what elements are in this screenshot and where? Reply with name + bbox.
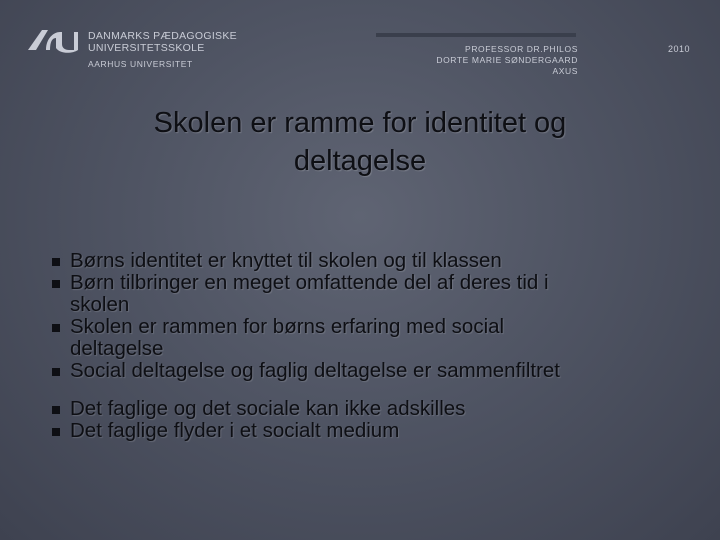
bullet-item: [52, 398, 692, 420]
bullet-text: Social deltagelse og faglig deltagelse er sammenfiltret: [70, 359, 560, 382]
bullet-item: [52, 360, 692, 382]
bullet-square-icon: [52, 324, 60, 332]
bullet-text: Børn tilbringer en meget omfattende del af deres tid i: [70, 271, 549, 294]
bullet-square-icon: [52, 428, 60, 436]
slide-title-line2: deltagelse: [293, 145, 427, 177]
bullet-text: Børns identitet er knyttet til skolen og til klassen: [70, 249, 502, 272]
bullet-item: [52, 250, 692, 272]
header-divider: [376, 33, 576, 37]
bullet-square-icon: [52, 280, 60, 288]
bullet-list: [52, 250, 692, 442]
author-name: DORTE MARIE SØNDERGAARD: [436, 55, 578, 65]
bullet-text-continuation: deltagelse: [70, 337, 164, 360]
slide-title-line1: Skolen er ramme for identitet og: [153, 107, 567, 139]
year-label: 2010: [667, 44, 690, 54]
bullet-square-icon: [52, 258, 60, 266]
bullet-text: Det faglige og det sociale kan ikke adskilles: [70, 397, 466, 420]
author-block: [436, 44, 578, 77]
bullet-text: Det faglige flyder i et socialt medium: [70, 419, 400, 442]
bullet-text: Skolen er rammen for børns erfaring med social: [70, 315, 505, 338]
bullet-item: [52, 420, 692, 442]
bullet-square-icon: [52, 406, 60, 414]
bullet-item: [52, 316, 692, 360]
aarhus-university-logo-icon: [26, 24, 78, 54]
university-subtitle: AARHUS UNIVERSITET: [88, 59, 193, 69]
university-name-line1: DANMARKS PÆDAGOGISKE: [88, 30, 237, 42]
bullet-item: [52, 272, 692, 316]
university-name: [88, 30, 237, 70]
bullet-square-icon: [52, 368, 60, 376]
bullet-text-continuation: skolen: [70, 293, 130, 316]
author-title: PROFESSOR DR.PHILOS: [465, 44, 578, 54]
author-suffix: AXUS: [552, 66, 578, 76]
slide-title: [60, 104, 660, 180]
university-name-line2: UNIVERSITETSSKOLE: [88, 42, 205, 54]
